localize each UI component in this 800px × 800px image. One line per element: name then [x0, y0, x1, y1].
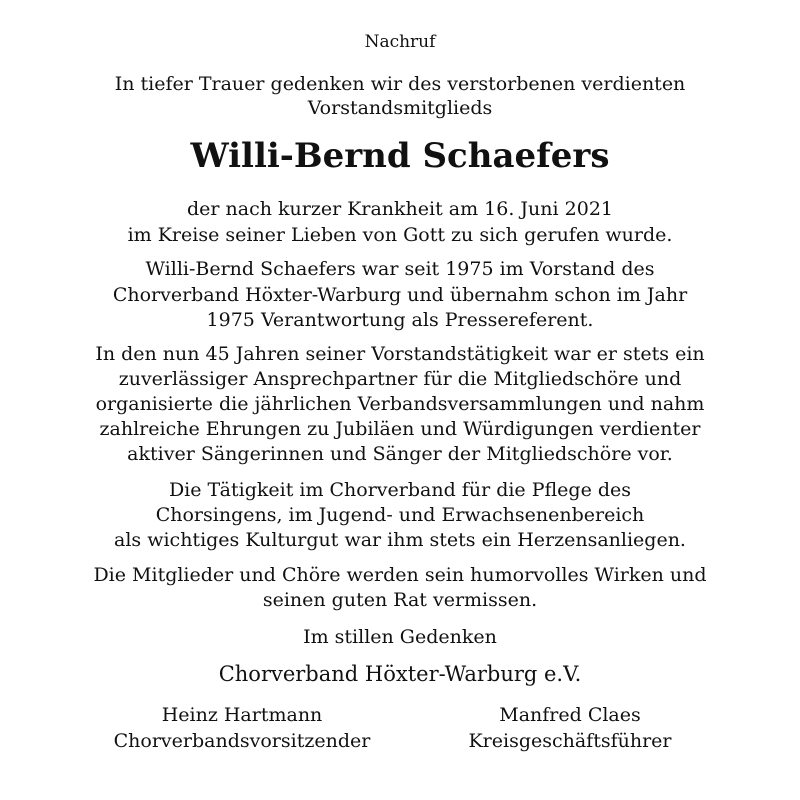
- paragraph3-line-2: zuverlässiger Ansprechpartner für die Mitgliedschöre und: [118, 368, 682, 390]
- paragraph3-line-5: aktiver Sängerinnen und Sänger der Mitgliedschöre vor.: [127, 443, 673, 465]
- signatory-name: Heinz Hartmann: [161, 704, 323, 726]
- signatory-left: [62, 702, 422, 754]
- paragraph2-line-2: Chorverband Höxter-Warburg und übernahm schon im Jahr: [112, 284, 688, 306]
- paragraph2-line-1: Willi-Bernd Schaefers war seit 1975 im Vorstand des: [145, 258, 655, 280]
- notice-heading: Nachruf: [364, 32, 436, 52]
- intro-line-2: Vorstandsmitglieds: [307, 97, 493, 119]
- paragraph4-line-2: Chorsingens, im Jugend- und Erwachsenenbereich: [155, 504, 645, 526]
- intro-line-1: In tiefer Trauer gedenken wir des verstorbenen verdienten: [114, 73, 686, 95]
- paragraph4-line-3: als wichtiges Kulturgut war ihm stets ein Herzensanliegen.: [114, 529, 686, 551]
- paragraph3-line-3: organisierte die jährlichen Verbandsversammlungen und nahm: [95, 393, 705, 415]
- deceased-name: Willi-Bernd Schaefers: [190, 136, 610, 176]
- paragraph1-line-2: im Kreise seiner Lieben von Gott zu sich gerufen wurde.: [127, 224, 673, 246]
- paragraph2-line-3: 1975 Verantwortung als Pressereferent.: [206, 309, 594, 331]
- paragraph5-line-1: Die Mitglieder und Chöre werden sein humorvolles Wirken und: [93, 564, 707, 586]
- closing-phrase: Im stillen Gedenken: [303, 626, 497, 648]
- paragraph1-line-1: der nach kurzer Krankheit am 16. Juni 2021: [186, 198, 613, 220]
- paragraph3-line-1: In den nun 45 Jahren seiner Vorstandstätigkeit war er stets ein: [95, 343, 705, 365]
- signatory-role: Chorverbandsvorsitzender: [113, 730, 371, 752]
- paragraph3-line-4: zahlreiche Ehrungen zu Jubiläen und Würdigungen verdienter: [99, 418, 701, 440]
- organization-name: Chorverband Höxter-Warburg e.V.: [218, 662, 582, 686]
- signatory-role: Kreisgeschäftsführer: [468, 730, 672, 752]
- signatory-right: [390, 702, 750, 754]
- signatory-name: Manfred Claes: [499, 704, 641, 726]
- paragraph4-line-1: Die Tätigkeit im Chorverband für die Pflege des: [168, 479, 632, 501]
- paragraph5-line-2: seinen guten Rat vermissen.: [262, 589, 538, 611]
